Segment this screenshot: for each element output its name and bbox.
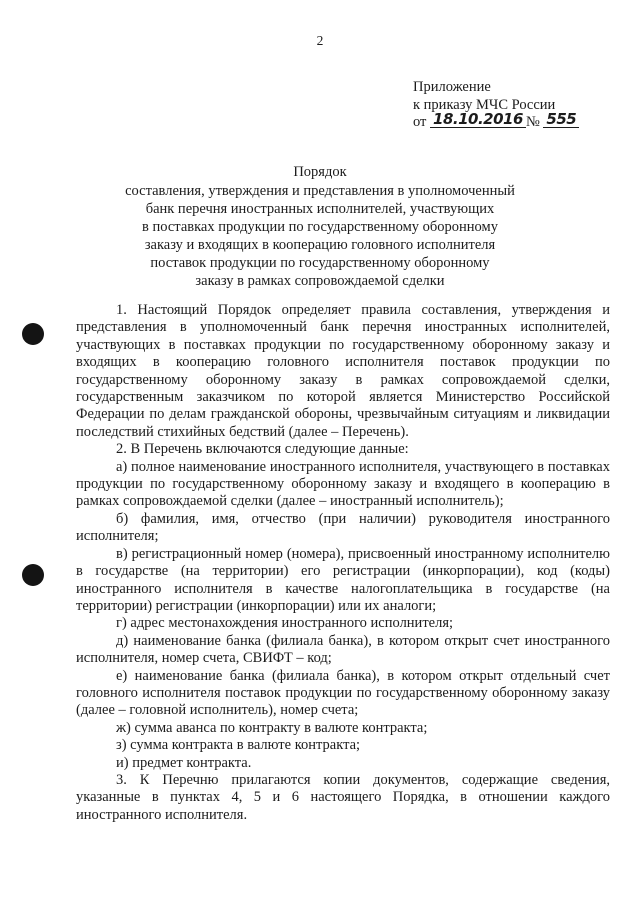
- appendix-header: [413, 79, 579, 132]
- appendix-date-line: [413, 110, 579, 132]
- paragraph-3: 3. К Перечню прилагаются копии документов, содержащие сведения, указанные в пунктах 4, 5 и 6 настоящего Порядка, в отношении каждого иностранного исполнителя.: [76, 771, 610, 823]
- title-heading: Порядок: [293, 164, 347, 180]
- handwritten-date: 18.10.2016: [430, 112, 526, 128]
- paragraph-2e: е) наименование банка (филиала банка), в котором открыт отдельный счет головного исполнителя поставок продукции по государственному оборонному заказу (далее – головной исполнитель), номер счета;: [76, 667, 610, 719]
- paragraph-2v: в) регистрационный номер (номера), присвоенный иностранному исполнителю в государстве (на территории) его регистрации (инкорпорации), код (коды) иностранного исполнителя в качестве налогоплательщика в государстве (на территории) регистрации (инкорпорации) или их аналоги;: [76, 545, 610, 614]
- title-line: банк перечня иностранных исполнителей, участвующих: [145, 201, 495, 217]
- binder-hole: [22, 323, 44, 345]
- appendix-order-ref: к приказу МЧС России: [413, 96, 556, 113]
- paragraph-2z: з) сумма контракта в валюте контракта;: [116, 737, 361, 754]
- paragraph-2b: б) фамилия, имя, отчество (при наличии) руководителя иностранного исполнителя;: [76, 510, 610, 545]
- paragraph-1: 1. Настоящий Порядок определяет правила составления, утверждения и представления в уполномоченный банк перечня иностранных исполнителей, участвующих в поставках продукции по государственному оборонному заказу и входящих в кооперацию головного исполнителя поставок продукции по государственному оборонному заказу в рамках сопровождаемой сделки, государственным заказчиком по которой является Министерство Российской Федерации по делам гражданской обороны, чрезвычайным ситуациям и ликвидации последствий стихийных бедствий (далее – Перечень).: [76, 302, 610, 440]
- title-line: в поставках продукции по государственному оборонному: [142, 219, 498, 235]
- document-title: [90, 163, 550, 290]
- appendix-label: Приложение: [413, 79, 491, 95]
- page-number: 2: [316, 33, 324, 48]
- appendix-number-sign: №: [525, 114, 540, 130]
- paragraph-2g: г) адрес местонахождения иностранного исполнителя;: [116, 615, 454, 632]
- appendix-from-label: от: [413, 114, 427, 130]
- title-line: поставок продукции по государственному оборонному: [150, 255, 490, 271]
- handwritten-number: 555: [543, 112, 579, 128]
- paragraph-2d: д) наименование банка (филиала банка), в котором открыт счет иностранного исполнителя, номер счета, СВИФТ – код;: [76, 632, 610, 667]
- document-body: [76, 302, 610, 824]
- paragraph-2a: а) полное наименование иностранного исполнителя, участвующего в поставках продукции по государственному оборонному заказу и входящего в кооперацию в рамках сопровождаемой сделки (далее – иностранный исполнитель);: [76, 458, 610, 510]
- paragraph-2: 2. В Перечень включаются следующие данные:: [116, 441, 409, 458]
- title-line: составления, утверждения и представления в уполномоченный: [125, 183, 515, 199]
- paragraph-2i: и) предмет контракта.: [116, 754, 252, 771]
- title-line: заказу в рамках сопровождаемой сделки: [195, 273, 445, 289]
- paragraph-2zh: ж) сумма аванса по контракту в валюте контракта;: [116, 719, 428, 736]
- binder-hole: [22, 564, 44, 586]
- title-line: заказу и входящих в кооперацию головного исполнителя: [144, 237, 496, 253]
